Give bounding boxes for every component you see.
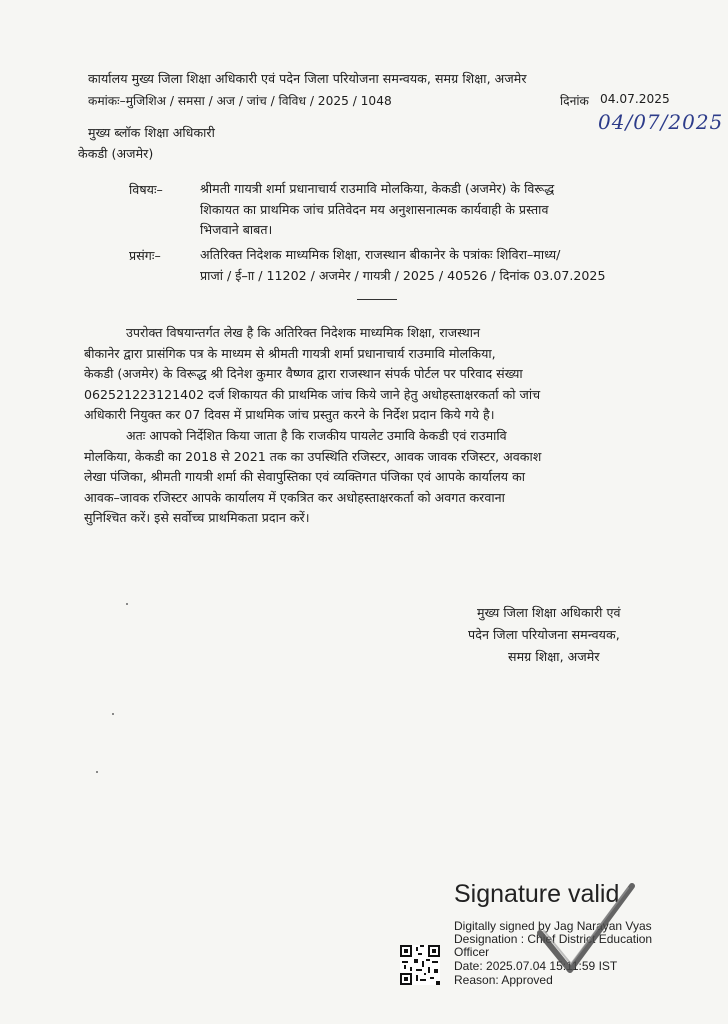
subject-label: विषयः– [129, 182, 163, 197]
reference-line: प्राजां / ई–ाा / 11202 / अजमेर / गायत्री / 2025 / 40526 / दिनांक 03.07.2025 [200, 267, 606, 283]
recipient-title: मुख्य ब्लॉक शिक्षा अधिकारी [88, 125, 215, 140]
scan-speck [112, 713, 114, 715]
subject-line: भिजवाने बाबत। [200, 222, 273, 237]
date-handwritten: 04/07/2025 [598, 110, 724, 134]
body-line: केकडी (अजमेर) के विरूद्ध श्री दिनेश कुमार वैष्णव द्वारा राजस्थान संपर्क पोर्टल पर परिवाद संख्या [84, 366, 523, 381]
body-line: लेखा पंजिका, श्रीमती गायत्री शर्मा की सेवापुस्तिका एवं व्यक्तिगत पंजिका एवं आपके कार्यालय का [84, 469, 526, 484]
body-paragraph-2 [84, 426, 714, 529]
reference-line: अतिरिक्त निदेशक माध्यमिक शिक्षा, राजस्थान बीकानेर के पत्रांकः शिविरा–माध्य/ [200, 247, 561, 262]
subject-line: श्रीमती गायत्री शर्मा प्रधानाचार्य राउमावि मोलकिया, केकडी (अजमेर) के विरूद्ध [200, 181, 555, 196]
body-line: अधिकारी नियुक्त कर 07 दिवस में प्राथमिक जांच प्रस्तुत करने के निर्देश प्रदान किये गये है। [84, 407, 495, 422]
signature-signer: Digitally signed by Jag Narayan Vyas [454, 919, 652, 933]
body-line: बीकानेर द्वारा प्रासंगिक पत्र के माध्यम से श्रीमती गायत्री शर्मा प्रधानाचार्य राउमावि मोलकिया, [84, 345, 496, 361]
office-header: कार्यालय मुख्य जिला शिक्षा अधिकारी एवं पदेन जिला परियोजना समन्वयक, समग्र शिक्षा, अजमेर [88, 71, 527, 86]
signatory-line: मुख्य जिला शिक्षा अधिकारी एवं [477, 605, 621, 620]
signatory-line: पदेन जिला परियोजना समन्वयक, [468, 627, 620, 642]
signatory-line: समग्र शिक्षा, अजमेर [508, 649, 600, 664]
signature-status: Signature valid [454, 880, 620, 908]
qr-code-icon [400, 945, 440, 985]
reference-text [200, 245, 710, 286]
body-line: मोलकिया, केकडी का 2018 से 2021 तक का उपस्थिति रजिस्टर, आवक जावक रजिस्टर, अवकाश [84, 448, 542, 464]
body-line: सुनिश्चित करें। इसे सर्वोच्च प्राथमिकता प्रदान करें। [84, 510, 310, 525]
body-line: आवक–जावक रजिस्टर आपके कार्यालय में एकत्रित कर अधोहस्ताक्षरकर्ता को अवगत करवाना [84, 489, 505, 505]
signature-designation-cont: Officer [454, 945, 490, 959]
section-divider [357, 299, 397, 300]
subject-text [200, 179, 710, 241]
signature-reason: Reason: Approved [454, 973, 553, 987]
check-mark-icon [530, 878, 640, 978]
reference-label: प्रसंगः– [129, 248, 161, 263]
reference-number: कमांकः–मुजिशिअ / समसा / अज / जांच / विविध / 2025 / 1048 [88, 94, 392, 108]
body-line: उपरोक्त विषयान्तर्गत लेख है कि अतिरिक्त निदेशक माध्यमिक शिक्षा, राजस्थान [126, 325, 481, 340]
date-printed: 04.07.2025 [600, 92, 670, 106]
body-line: 062521223121402 दर्ज शिकायत की प्राथमिक जांच किये जाने हेतु अधोहस्ताक्षरकर्ता को जांच [84, 386, 541, 402]
body-line: अतः आपको निर्देशित किया जाता है कि राजकीय पायलेट उमावि केकडी एवं राउमावि [126, 428, 507, 443]
date-label: दिनांक [560, 94, 589, 108]
scan-speck [96, 771, 98, 773]
recipient-location: केकडी (अजमेर) [78, 146, 154, 161]
signature-date: Date: 2025.07.04 15:11:59 IST [454, 959, 618, 973]
body-paragraph-1 [84, 323, 714, 426]
scan-speck [126, 603, 128, 605]
signature-designation: Designation : Chief District Education [454, 932, 653, 946]
subject-line: शिकायत का प्राथमिक जांच प्रतिवेदन मय अनुशासनात्मक कार्यवाही के प्रस्ताव [200, 201, 549, 217]
